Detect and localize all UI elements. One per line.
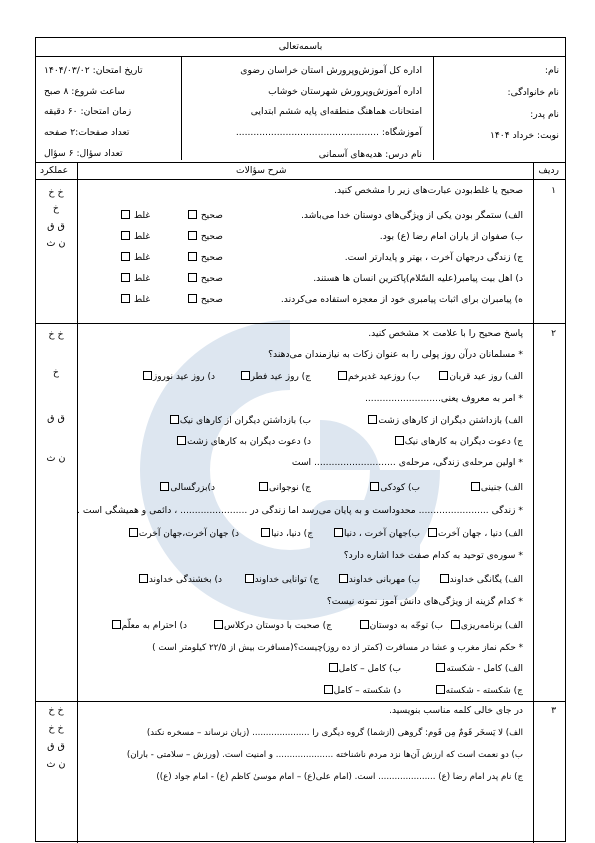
q2-5-question: * سوره‌ی توحید به کدام صفت خدا اشاره دارد؟ <box>343 550 523 561</box>
checkbox[interactable] <box>324 685 333 694</box>
q3-item-b: ب) دو نعمت است که ارزش آن‌ها نزد مردم ناشناخته ..................... و امنیت است. (ورزش – سلامتی - باران) <box>126 750 523 760</box>
q2-2-opt-a[interactable]: الف) بازداشتن دیگران از کارهای زشت <box>367 415 523 427</box>
checkbox[interactable] <box>121 294 130 303</box>
checkbox[interactable] <box>334 528 343 537</box>
checkbox[interactable] <box>245 574 254 583</box>
q2-3-question: * اولین مرحله‌ی زندگی، مرحله‌ی ............................ است <box>291 457 523 468</box>
checkbox[interactable] <box>439 371 448 380</box>
father-name-label: نام پدر: <box>530 109 559 120</box>
q2-4-opt-d[interactable]: د) جهان آخرت،جهان آخرت <box>128 528 239 540</box>
checkbox[interactable] <box>121 231 130 240</box>
checkbox[interactable] <box>188 231 197 240</box>
q2-2-opt-b[interactable]: ب) بازداشتن دیگران از کارهای نیک <box>169 415 311 427</box>
checkbox[interactable] <box>370 482 379 491</box>
checkbox[interactable] <box>451 620 460 629</box>
checkbox[interactable] <box>436 685 445 694</box>
q2-3-opt-c[interactable]: ج) نوجوانی <box>258 482 311 494</box>
q2-title: پاسخ صحیح را با علامت × مشخص کنید. <box>368 328 523 339</box>
q2-7-opt-c[interactable]: ج) شکسته - شکسته <box>435 685 523 697</box>
q1-item-a: الف) ستمگر بودن یکی از ویژگی‌های دوستان خدا می‌باشد. <box>300 210 523 221</box>
q2-perf-3: ق ق <box>47 413 65 424</box>
questions-count: تعداد سؤال: ۶ سؤال <box>44 148 123 159</box>
q1-a-true[interactable]: صحیح <box>187 210 223 222</box>
q1-number: ۱ <box>551 185 556 196</box>
checkbox[interactable] <box>170 415 179 424</box>
exam-sheet <box>35 37 566 842</box>
checkbox[interactable] <box>129 528 138 537</box>
q2-4-opt-b[interactable]: ب)جهان آخرت ، دنیا <box>333 528 420 540</box>
q2-6-opt-a[interactable]: الف) برنامه‌ریزی <box>450 620 523 632</box>
q3-perf-3: ق ق <box>47 741 65 752</box>
q2-1-opt-c[interactable]: ج) روز عید فطر <box>240 371 311 383</box>
q3-perf-4: ن ث <box>46 759 66 770</box>
checkbox[interactable] <box>121 252 130 261</box>
checkbox[interactable] <box>436 663 445 672</box>
header-line-1: اداره کل آموزش‌وپرورش استان خراسان رضوی <box>240 65 422 76</box>
q3-item-a: الف) لا یَسخَر قَومٌ مِن قَوم: گروهی (ازشما) گروه دیگری را ..................... (زبان نرساند – مسخره نکند) <box>146 728 523 738</box>
q1-c-true[interactable]: صحیح <box>187 252 223 264</box>
q2-4-opt-a[interactable]: الف) دنیا ، جهان آخرت <box>427 528 523 540</box>
q2-2-opt-d[interactable]: د) دعوت دیگران به کارهای زشت <box>176 436 311 448</box>
q1-perf-1: خ خ <box>48 187 64 198</box>
q2-6-opt-c[interactable]: ج) صحبت با دوستان درکلاس <box>213 620 332 632</box>
q2-2-question: * امر به معروف یعنی.......................... <box>364 393 523 404</box>
start-time: ساعت شروع: ۸ صبح <box>44 86 125 97</box>
checkbox[interactable] <box>368 415 377 424</box>
checkbox[interactable] <box>259 482 268 491</box>
school-field: آموزشگاه: ................................................. <box>235 127 422 138</box>
exam-turn: نوبت: خرداد ۱۴۰۴ <box>489 130 559 141</box>
checkbox[interactable] <box>188 210 197 219</box>
q1-item-c: ج) زندگی درجهان آخرت ، بهتر و پایدارتر است. <box>344 252 523 263</box>
checkbox[interactable] <box>214 620 223 629</box>
checkbox[interactable] <box>440 574 449 583</box>
q2-3-opt-d[interactable]: د)بزرگسالی <box>159 482 215 494</box>
header-line-2: اداره آموزش‌وپرورش شهرستان خوشاب <box>268 86 422 97</box>
q2-1-opt-d[interactable]: د) روز عید نوروز <box>142 371 215 383</box>
checkbox[interactable] <box>339 574 348 583</box>
q2-2-opt-c[interactable]: ج) دعوت دیگران به کارهای نیک <box>394 436 523 448</box>
q2-5-opt-a[interactable]: الف) یگانگی خداوند <box>439 574 523 586</box>
checkbox[interactable] <box>177 436 186 445</box>
q1-title: صحیح یا غلط‌بودن عبارت‌های زیر را مشخص کنید. <box>334 185 523 196</box>
q1-e-false[interactable]: غلط <box>120 294 150 306</box>
q1-e-true[interactable]: صحیح <box>187 294 223 306</box>
q2-7-opt-a[interactable]: الف) کامل - شکسته <box>435 663 523 675</box>
q2-3-opt-a[interactable]: الف) جنینی <box>470 482 523 494</box>
q2-4-question: * زندگی ........................ محدوداست و به پایان می‌رسد اما زندگی در ....................... ، دائمی و همیشگی است . <box>76 505 523 516</box>
q1-c-false[interactable]: غلط <box>120 252 150 264</box>
checkbox[interactable] <box>471 482 480 491</box>
pages-count: تعداد صفحات:۲ صفحه <box>44 127 130 138</box>
q1-a-false[interactable]: غلط <box>120 210 150 222</box>
q3-perf-2: خ خ <box>48 723 64 734</box>
q1-perf-3: ق ق <box>47 221 65 232</box>
q2-1-question: * مسلمانان درآن روز پولی را به عنوان زکات به نیازمندان می‌دهند؟ <box>268 349 523 360</box>
exam-duration: زمان امتحان: ۶۰ دقیقه <box>44 106 132 117</box>
student-family-label: نام خانوادگی: <box>507 87 559 98</box>
checkbox[interactable] <box>121 273 130 282</box>
checkbox[interactable] <box>329 663 338 672</box>
checkbox[interactable] <box>241 371 250 380</box>
q1-item-e: ه) پیامبران برای اثبات پیامبری خود از معجزه استفاده می‌کردند. <box>280 294 523 305</box>
checkbox[interactable] <box>112 620 121 629</box>
checkbox[interactable] <box>188 252 197 261</box>
q2-perf-1: خ خ <box>48 329 64 340</box>
exam-date: تاریخ امتحان: ۱۴۰۴/۰۳/۰۲ <box>44 65 143 76</box>
checkbox[interactable] <box>121 210 130 219</box>
checkbox[interactable] <box>139 574 148 583</box>
q2-4-opt-c[interactable]: ج) دنیا، دنیا <box>260 528 313 540</box>
q2-7-opt-d[interactable]: د) شکسته – کامل <box>323 685 401 697</box>
checkbox[interactable] <box>360 620 369 629</box>
q3-title: در جای خالی کلمه مناسب بنویسید. <box>389 705 523 716</box>
checkbox[interactable] <box>428 528 437 537</box>
checkbox[interactable] <box>395 436 404 445</box>
q2-5-opt-d[interactable]: د) بخشندگی خداوند <box>138 574 222 586</box>
q3-item-c: ج) نام پدر امام رضا (ع) ..................... است. (امام علی(ع) – امام موسیٰ کاظم (ع) - امام جواد (ع)) <box>156 772 523 782</box>
q1-item-b: ب) صفوان از یاران امام رضا (ع) بود. <box>379 231 523 242</box>
column-row: ردیف <box>538 165 559 176</box>
q2-7-question: * حکم نماز مغرب و عشا در مسافرت (کمتر از ده روز)چیست؟(مسافرت بیش از ۲۲/۵ کیلومتر است ) <box>152 643 523 653</box>
q1-b-false[interactable]: غلط <box>120 231 150 243</box>
checkbox[interactable] <box>338 371 347 380</box>
q3-number: ۳ <box>551 705 556 716</box>
checkbox[interactable] <box>188 273 197 282</box>
q2-6-opt-b[interactable]: ب) توجّه به دوستان <box>359 620 443 632</box>
q2-perf-4: ن ث <box>46 453 66 464</box>
checkbox[interactable] <box>160 482 169 491</box>
student-name-label: نام: <box>544 65 559 76</box>
checkbox[interactable] <box>261 528 270 537</box>
bismillah: باسمه‌تعالی <box>278 41 323 52</box>
q1-d-true[interactable]: صحیح <box>187 273 223 285</box>
q1-perf-2: خ <box>52 203 60 214</box>
q2-6-opt-d[interactable]: د) احترام به معلّم <box>111 620 187 632</box>
q1-b-true[interactable]: صحیح <box>187 231 223 243</box>
q2-5-opt-b[interactable]: ب) مهربانی خداوند <box>338 574 420 586</box>
column-description: شرح سؤالات <box>236 165 287 176</box>
q2-3-opt-b[interactable]: ب) کودکی <box>369 482 420 494</box>
q2-1-opt-a[interactable]: الف) روز عید قربان <box>438 371 523 383</box>
q1-perf-4: ن ث <box>46 238 66 249</box>
q2-number: ۲ <box>551 328 556 339</box>
q1-item-d: د) اهل بیت پیامبر(علیه السّلام)پاکترین انسان ها هستند. <box>313 273 523 284</box>
header-line-3: امتحانات هماهنگ منطقه‌ای پایه ششم ابتدایی <box>250 106 422 117</box>
q2-6-question: * کدام گزینه از ویژگی‌های دانش آموز نمونه نیست؟ <box>326 596 523 607</box>
checkbox[interactable] <box>188 294 197 303</box>
course-name: نام درس: هدیه‌های آسمانی <box>318 149 422 160</box>
q3-perf-1: خ خ <box>48 705 64 716</box>
checkbox[interactable] <box>143 371 152 380</box>
q2-perf-2: خ <box>52 367 60 378</box>
q2-5-opt-c[interactable]: ج) توانایی خداوند <box>244 574 319 586</box>
q2-7-opt-b[interactable]: ب) کامل – کامل <box>328 663 401 675</box>
q1-d-false[interactable]: غلط <box>120 273 150 285</box>
q2-1-opt-b[interactable]: ب) روزعید غدیرخم <box>337 371 420 383</box>
column-performance: عملکرد <box>40 165 69 176</box>
